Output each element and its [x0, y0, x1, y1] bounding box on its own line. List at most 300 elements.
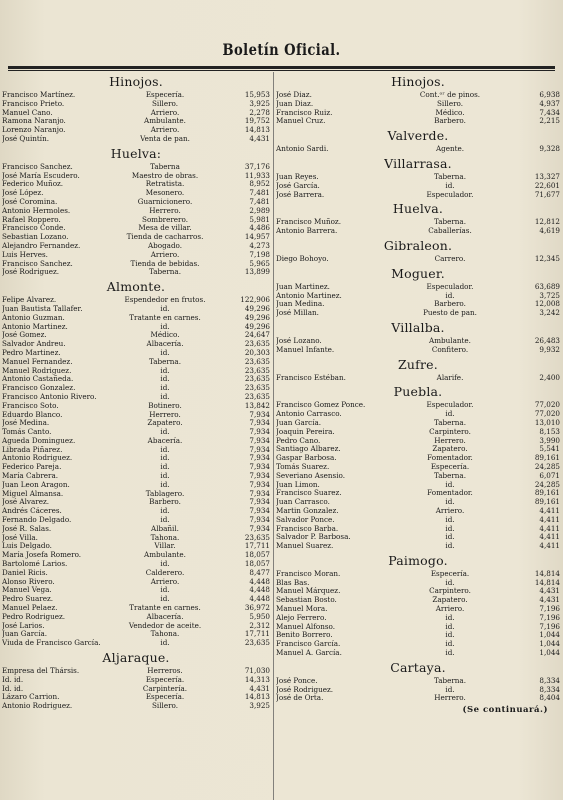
entry-name: Francisco Estéban.: [276, 373, 346, 382]
entry-row: [276, 587, 560, 596]
entry-row: [276, 614, 560, 623]
entry-name: Francisco Conde.: [2, 224, 66, 233]
entry-row: [276, 182, 560, 191]
town-heading: Almonte.: [106, 279, 166, 295]
entry-occupation: Guarnicionero.: [137, 197, 193, 206]
entry-name: Manuel Infante.: [276, 345, 335, 354]
entry-name: Agueda Dominguez.: [2, 436, 76, 445]
entry-amount: 14,957: [244, 232, 270, 242]
entry-occupation: Fomentador.: [427, 454, 473, 463]
entry-occupation: id.: [160, 454, 170, 463]
entry-occupation: Taberna.: [433, 471, 466, 480]
entry-row: [2, 622, 270, 631]
entry-occupation: id.: [160, 322, 170, 331]
entry-occupation: Taberna.: [433, 676, 466, 685]
entry-occupation: id.: [445, 181, 455, 190]
entry-occupation: Caballerías.: [428, 227, 472, 236]
entry-name: Juan García.: [2, 630, 48, 639]
entry-amount: 3,990: [539, 435, 560, 445]
entry-occupation: Sillero.: [152, 702, 178, 711]
entry-row: [276, 579, 560, 588]
entry-amount: 18,057: [244, 559, 270, 569]
entry-amount: 5,981: [249, 214, 270, 224]
entry-occupation: Herrero.: [149, 206, 181, 215]
entry-occupation: Herrero.: [149, 410, 181, 419]
entry-name: Daniel Ricis.: [2, 568, 48, 577]
entry-row: [276, 533, 560, 542]
entry-occupation: Especería.: [145, 91, 185, 99]
town-section: [276, 264, 560, 318]
entry-amount: 24,647: [244, 330, 270, 340]
entry-row: [2, 551, 270, 560]
entry-occupation: id.: [160, 428, 170, 437]
town-section: [276, 199, 560, 236]
entry-row: [276, 463, 560, 472]
entry-name: Juan García.: [276, 418, 322, 427]
entry-name: Francisco Suarez.: [276, 489, 342, 498]
entry-occupation: Albacería.: [146, 340, 184, 349]
entry-occupation: id.: [160, 507, 170, 516]
entry-row: [2, 251, 270, 260]
entry-amount: 8,404: [539, 693, 560, 703]
entry-row: [276, 292, 560, 301]
entry-amount: 4,273: [249, 240, 270, 250]
entry-row: [2, 314, 270, 323]
entry-occupation: id.: [160, 586, 170, 595]
entry-name: Manuel Alfonso.: [276, 622, 336, 631]
entry-occupation: Herreros.: [147, 667, 183, 676]
entry-amount: 4,431: [539, 586, 560, 596]
entry-row: [276, 605, 560, 614]
entry-amount: 22,601: [534, 180, 560, 190]
entry-occupation: Tablagero.: [145, 489, 185, 498]
entry-occupation: Carrero.: [434, 254, 466, 263]
entry-name: Lorenzo Naranjo.: [2, 126, 66, 135]
entry-occupation: Taberna.: [433, 218, 466, 227]
entry-occupation: Arriero.: [435, 506, 465, 515]
entry-occupation: Tahona.: [150, 533, 180, 542]
entry-name: José de Orta.: [276, 694, 324, 703]
entry-occupation: Especería.: [430, 462, 470, 471]
entry-amount: 12,812: [534, 217, 560, 227]
entry-row: [2, 702, 270, 711]
entry-name: Juan Leon Aragon.: [2, 480, 70, 489]
entry-amount: 13,010: [534, 417, 560, 427]
entry-amount: 7,934: [249, 409, 270, 419]
entry-occupation: Tienda de bebidas.: [130, 259, 200, 268]
entry-amount: 77,020: [534, 409, 560, 419]
entry-occupation: Tratante en carnes.: [129, 313, 201, 322]
entry-amount: 9,932: [539, 344, 560, 354]
entry-occupation: id.: [160, 304, 170, 313]
right-column-body: [276, 72, 560, 703]
entry-name: Benito Borrero.: [276, 631, 333, 640]
entry-occupation: Taberna.: [433, 418, 466, 427]
continuation-note: (Se continuará.): [462, 705, 548, 716]
entry-row: [276, 437, 560, 446]
entry-amount: 23,635: [244, 638, 270, 648]
entry-amount: 6,938: [539, 90, 560, 99]
entry-name: Manuel Mora.: [276, 605, 328, 614]
entry-row: [276, 309, 560, 318]
entry-amount: 8,153: [539, 426, 560, 436]
entry-row: [276, 410, 560, 419]
entry-row: [276, 91, 560, 100]
entry-amount: 7,934: [249, 479, 270, 489]
entry-amount: 14,814: [534, 577, 560, 587]
entry-amount: 23,635: [244, 383, 270, 393]
entry-name: Sebastian Bosto.: [276, 596, 337, 605]
entry-name: Antonio Castañeda.: [2, 375, 74, 384]
entry-occupation: Calderero.: [145, 568, 185, 577]
entry-occupation: Agente.: [435, 145, 465, 154]
entry-name: Francisco Antonio Rivero.: [2, 392, 97, 401]
entry-amount: 18,057: [244, 550, 270, 560]
entry-row: [276, 283, 560, 292]
entry-occupation: Botinero.: [148, 401, 182, 410]
entry-row: [276, 542, 560, 551]
entry-amount: 11,933: [244, 170, 270, 180]
entry-occupation: Confitero.: [431, 345, 469, 354]
entry-amount: 4,448: [249, 585, 270, 595]
entry-occupation: Ambulante.: [429, 336, 471, 345]
entry-amount: 23,635: [244, 356, 270, 366]
entry-amount: 122,906: [240, 295, 270, 305]
entry-row: [2, 630, 270, 639]
entry-row: [2, 446, 270, 455]
town-section: [276, 382, 560, 551]
entry-name: Manuel Pelaez.: [2, 604, 58, 613]
entry-amount: 9,328: [539, 144, 560, 154]
town-heading: Valverde.: [387, 128, 449, 144]
entry-amount: 36,972: [244, 603, 270, 613]
entry-amount: 8,334: [539, 684, 560, 694]
right-column: [276, 72, 560, 800]
entry-name: Empresa del Thársis.: [2, 667, 80, 676]
entry-occupation: Abacería.: [147, 436, 183, 445]
entry-row: [2, 260, 270, 269]
entry-occupation: id.: [160, 516, 170, 525]
entry-amount: 7,934: [249, 497, 270, 507]
header-rule-thick: [8, 66, 555, 69]
town-section: [2, 277, 270, 648]
town-section: [276, 355, 560, 383]
entry-name: Lázaro Carrion.: [2, 693, 60, 702]
entry-row: [2, 189, 270, 198]
entry-row: [276, 481, 560, 490]
entry-row: [2, 349, 270, 358]
entry-occupation: Barbero.: [434, 117, 466, 126]
entry-row: [276, 677, 560, 686]
entry-amount: 7,934: [249, 435, 270, 445]
entry-row: [276, 649, 560, 658]
entry-row: [276, 300, 560, 309]
entry-amount: 71,030: [244, 666, 270, 676]
entry-row: [2, 685, 270, 694]
entry-amount: 14,813: [244, 125, 270, 135]
entry-name: José Lozano.: [276, 336, 322, 345]
entry-row: [2, 331, 270, 340]
entry-amount: 17,711: [244, 629, 270, 639]
entry-name: Tomás Canto.: [2, 428, 52, 437]
entry-name: Juan Reyes.: [276, 172, 319, 181]
entry-row: [276, 255, 560, 264]
entry-name: Juan Limon.: [276, 480, 320, 489]
town-section: [276, 236, 560, 264]
entry-amount: 6,071: [539, 470, 560, 480]
entry-name: Francisco Barba.: [276, 524, 339, 533]
entry-name: José Millan.: [276, 309, 319, 318]
entry-row: [2, 198, 270, 207]
entry-occupation: Villar.: [154, 542, 176, 551]
town-heading: Huelva:: [110, 145, 162, 161]
entry-amount: 14,813: [244, 692, 270, 702]
entry-row: [2, 542, 270, 551]
entry-occupation: Retratista.: [145, 180, 185, 189]
entry-amount: 1,044: [539, 639, 560, 649]
entry-name: Luis Herves.: [2, 250, 48, 259]
entry-name: Severiano Asensio.: [276, 471, 345, 480]
entry-row: [2, 454, 270, 463]
entry-amount: 7,934: [249, 523, 270, 533]
entry-row: [2, 375, 270, 384]
entry-name: José Quintín.: [2, 134, 49, 143]
entry-name: Santiago Albarez.: [276, 445, 341, 454]
entry-row: [276, 631, 560, 640]
entry-amount: 7,934: [249, 506, 270, 516]
entry-occupation: Especulador.: [426, 190, 474, 199]
entry-row: [276, 218, 560, 227]
entry-row: [2, 490, 270, 499]
entry-occupation: id.: [160, 463, 170, 472]
entry-occupation: Alarife.: [436, 373, 464, 382]
entry-occupation: Mesa de villar.: [138, 224, 192, 233]
entry-occupation: id.: [445, 291, 455, 300]
entry-row: [2, 586, 270, 595]
entry-name: José Rodriguez.: [276, 685, 334, 694]
entry-row: [276, 623, 560, 632]
entry-name: Francisco Gonzalez.: [2, 384, 76, 393]
entry-amount: 23,635: [244, 374, 270, 384]
entry-occupation: id.: [160, 384, 170, 393]
entry-row: [276, 145, 560, 154]
town-heading: Villalba.: [391, 319, 445, 335]
entry-name: Antonio Rodriguez.: [2, 454, 73, 463]
page-title: Boletín Oficial.: [222, 40, 341, 59]
entry-row: [2, 180, 270, 189]
entry-occupation: id.: [160, 366, 170, 375]
entry-row: [276, 109, 560, 118]
entry-occupation: Herrero.: [434, 436, 466, 445]
entry-name: Librada Piñarez.: [2, 445, 63, 454]
entry-occupation: Tahona.: [150, 630, 180, 639]
entry-occupation: Taberna.: [148, 357, 181, 366]
entry-name: Viuda de Francisco García.: [2, 639, 101, 648]
entry-amount: 2,400: [539, 372, 560, 382]
entry-row: [2, 411, 270, 420]
entry-row: [2, 393, 270, 402]
town-heading: Aljaraque.: [102, 650, 170, 666]
town-section: [2, 72, 270, 144]
town-heading: Gibraleon.: [383, 237, 453, 253]
entry-occupation: id.: [160, 595, 170, 604]
town-heading: Villarrasa.: [384, 155, 452, 171]
entry-amount: 26,483: [534, 335, 560, 345]
entry-name: Juan Medina.: [276, 300, 325, 309]
entry-name: Francisco Prieto.: [2, 99, 65, 108]
entry-occupation: Arriero.: [150, 126, 180, 135]
entry-name: José Alvarez.: [2, 498, 50, 507]
entry-name: Salvador Ponce.: [276, 515, 335, 524]
entry-amount: 24,285: [534, 461, 560, 471]
entry-name: Francisco Sanchez.: [2, 162, 73, 171]
entry-occupation: Especulador.: [426, 401, 474, 410]
entry-amount: 7,434: [539, 107, 560, 117]
entry-row: [276, 346, 560, 355]
entry-name: José Larios.: [2, 621, 45, 630]
entry-amount: 2,278: [249, 107, 270, 117]
entry-amount: 4,431: [249, 133, 270, 143]
entry-row: [276, 516, 560, 525]
entry-row: [2, 498, 270, 507]
entry-row: [2, 109, 270, 118]
entry-row: [2, 163, 270, 172]
entry-amount: 3,242: [539, 308, 560, 318]
entry-amount: 14,814: [534, 568, 560, 578]
entry-name: José María Escudero.: [2, 171, 80, 180]
entry-row: [276, 445, 560, 454]
entry-name: Federico Pareja.: [2, 463, 62, 472]
entry-row: [2, 242, 270, 251]
entry-name: Bartolomé Larios.: [2, 560, 68, 569]
entry-amount: 24,285: [534, 479, 560, 489]
entry-row: [276, 686, 560, 695]
entry-amount: 4,411: [539, 532, 560, 542]
entry-occupation: Especería.: [430, 569, 470, 578]
entry-name: Diego Bohoyo.: [276, 254, 329, 263]
entry-occupation: Carpintero.: [429, 427, 471, 436]
entry-amount: 17,711: [244, 541, 270, 551]
entry-amount: 15,953: [244, 90, 270, 99]
entry-name: Felipe Alvarez.: [2, 296, 57, 305]
entry-name: Manuel Cano.: [2, 108, 53, 117]
entry-occupation: Cont.ᵒʳ de pinos.: [419, 91, 481, 99]
entry-amount: 3,925: [249, 98, 270, 108]
entry-row: [2, 268, 270, 277]
entry-name: Gaspar Barbosa.: [276, 454, 337, 463]
entry-name: Francisco Ruiz.: [276, 108, 333, 117]
entry-occupation: id.: [445, 578, 455, 587]
entry-name: Francisco Moran.: [276, 569, 341, 578]
entry-amount: 23,635: [244, 532, 270, 542]
entry-row: [2, 604, 270, 613]
entry-name: Rafael Roppero.: [2, 215, 61, 224]
entry-row: [2, 296, 270, 305]
entry-amount: 13,327: [534, 171, 560, 181]
entry-amount: 5,965: [249, 258, 270, 268]
entry-amount: 7,196: [539, 612, 560, 622]
entry-name: José Barrera.: [276, 190, 325, 199]
town-section: [2, 144, 270, 277]
entry-amount: 77,020: [534, 400, 560, 410]
entry-row: [2, 472, 270, 481]
left-column: [2, 72, 270, 800]
entry-name: Juan Martinez.: [276, 282, 330, 291]
entry-row: [276, 694, 560, 703]
entry-occupation: Sillero.: [437, 99, 463, 108]
town-heading: Hinojos.: [391, 74, 445, 89]
entry-row: [276, 191, 560, 200]
entry-amount: 5,541: [539, 444, 560, 454]
entry-row: [2, 534, 270, 543]
entry-occupation: Maestro de obras.: [131, 171, 199, 180]
town-section: [2, 648, 270, 711]
entry-name: Tomás Suarez.: [276, 462, 330, 471]
entry-row: [276, 489, 560, 498]
entry-amount: 7,934: [249, 488, 270, 498]
entry-occupation: Venta de pan.: [140, 134, 190, 143]
entry-name: Antonio Carrasco.: [276, 410, 342, 419]
entry-name: José Villa.: [2, 533, 38, 542]
entry-amount: 2,989: [249, 205, 270, 215]
entry-name: Francisco Soto.: [2, 401, 59, 410]
entry-name: José Medina.: [2, 419, 50, 428]
entry-amount: 71,677: [534, 189, 560, 199]
entry-name: Miguel Almansa.: [2, 489, 64, 498]
entry-occupation: id.: [445, 622, 455, 631]
entry-name: María Josefa Romero.: [2, 551, 82, 560]
entry-row: [2, 233, 270, 242]
entry-name: Manuel A. García.: [276, 649, 342, 658]
entry-amount: 13,842: [244, 400, 270, 410]
entry-name: Juan Diaz.: [276, 99, 314, 108]
entry-amount: 1,044: [539, 648, 560, 658]
entry-occupation: Vendedor de aceite.: [128, 621, 202, 630]
entry-occupation: id.: [160, 392, 170, 401]
entry-amount: 12,345: [534, 253, 560, 263]
entry-row: [2, 419, 270, 428]
entry-occupation: Espendedor en frutos.: [124, 296, 206, 305]
entry-amount: 4,411: [539, 514, 560, 524]
entry-name: José Gomez.: [2, 331, 47, 340]
entry-row: [2, 667, 270, 676]
entry-amount: 14,313: [244, 674, 270, 684]
entry-occupation: id.: [445, 649, 455, 658]
entry-occupation: Arriero.: [150, 577, 180, 586]
entry-occupation: Tratante en carnes.: [129, 604, 201, 613]
entry-amount: 4,619: [539, 226, 560, 236]
entry-name: José García.: [276, 181, 320, 190]
entry-occupation: Zapatero.: [147, 419, 183, 428]
entry-row: [2, 516, 270, 525]
entry-name: Andrés Cáceres.: [2, 507, 62, 516]
entry-amount: 4,411: [539, 505, 560, 515]
entry-occupation: Médico.: [435, 108, 465, 117]
entry-amount: 7,934: [249, 418, 270, 428]
entry-name: Blas Bas.: [276, 578, 310, 587]
entry-occupation: Puesto de pan.: [423, 309, 477, 318]
entry-amount: 4,448: [249, 576, 270, 586]
entry-amount: 3,925: [249, 701, 270, 711]
entry-amount: 4,448: [249, 594, 270, 604]
entry-row: [2, 384, 270, 393]
entry-row: [2, 402, 270, 411]
entry-row: [276, 401, 560, 410]
entry-occupation: Ambulante.: [144, 117, 186, 126]
entry-name: Antonio Martinez.: [276, 291, 342, 300]
entry-amount: 49,296: [244, 321, 270, 331]
entry-occupation: Barbero.: [434, 300, 466, 309]
